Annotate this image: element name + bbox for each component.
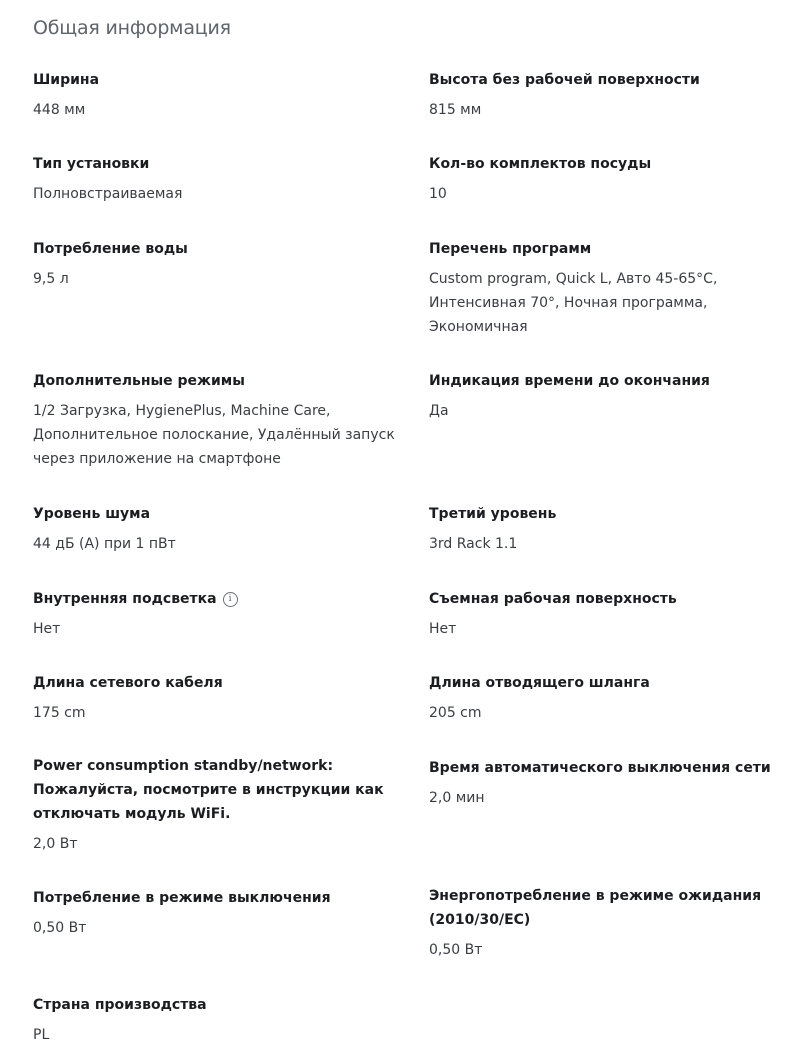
spec-water-consumption <box>33 237 413 291</box>
spec-value: 0,50 Вт <box>33 920 87 936</box>
spec-label: Power consumption standby/network: Пожалуйста, посмотрите в инструкции как отключать модуль WiFi. <box>33 758 384 822</box>
spec-additional-modes <box>33 369 413 471</box>
spec-label: Перечень программ <box>429 241 592 257</box>
spec-value: 205 cm <box>429 705 482 721</box>
spec-label: Ширина <box>33 72 100 88</box>
spec-third-rack <box>429 502 785 556</box>
spec-value: Полновстраиваемая <box>33 186 183 202</box>
spec-height <box>429 68 785 122</box>
spec-width <box>33 68 413 122</box>
spec-label: Страна производства <box>33 997 207 1013</box>
spec-label: Кол-во комплектов посуды <box>429 156 652 172</box>
spec-label: Внутренняя подсветка <box>33 591 217 607</box>
spec-installation-type <box>33 152 413 206</box>
spec-noise-level <box>33 502 413 556</box>
spec-label: Энергопотребление в режиме ожидания (2010/30/EC) <box>429 888 762 928</box>
spec-program-list <box>429 237 785 339</box>
spec-off-mode-consumption <box>33 886 413 940</box>
info-icon[interactable]: i <box>223 592 238 607</box>
spec-place-settings <box>429 152 785 206</box>
spec-value: 2,0 Вт <box>33 836 78 852</box>
spec-value: 10 <box>429 186 447 202</box>
spec-value: 2,0 мин <box>429 790 485 806</box>
spec-value: 0,50 Вт <box>429 942 483 958</box>
spec-standby-network-power <box>33 754 413 856</box>
spec-value: 3rd Rack 1.1 <box>429 536 518 552</box>
spec-value: Нет <box>33 621 61 637</box>
spec-value: 448 мм <box>33 102 86 118</box>
spec-power-cable-length <box>33 671 413 725</box>
spec-interior-light <box>33 587 413 641</box>
spec-value: Да <box>429 403 449 419</box>
spec-value: Custom program, Quick L, Авто 45-65°C, Интенсивная 70°, Ночная программа, Экономичная <box>429 271 718 335</box>
spec-value: 175 cm <box>33 705 86 721</box>
spec-value: 9,5 л <box>33 271 69 287</box>
spec-label: Длина отводящего шланга <box>429 675 650 691</box>
spec-label-row <box>33 587 413 611</box>
spec-value: 1/2 Загрузка, HygienePlus, Machine Care, Дополнительное полоскание, Удалённый запуск через приложение на смартфоне <box>33 403 395 467</box>
spec-auto-network-off-time <box>429 756 785 810</box>
spec-value: 815 мм <box>429 102 482 118</box>
spec-label: Съемная рабочая поверхность <box>429 591 677 607</box>
section-title: Общая информация <box>33 17 231 39</box>
spec-value: 44 дБ (A) при 1 пВт <box>33 536 176 552</box>
spec-value: Нет <box>429 621 457 637</box>
spec-label: Тип установки <box>33 156 150 172</box>
spec-label: Третий уровень <box>429 506 557 522</box>
spec-label: Время автоматического выключения сети <box>429 760 771 776</box>
spec-label: Потребление воды <box>33 241 188 257</box>
spec-removable-worktop <box>429 587 785 641</box>
spec-remaining-time-indicator <box>429 369 785 423</box>
spec-drain-hose-length <box>429 671 785 725</box>
spec-label: Дополнительные режимы <box>33 373 245 389</box>
spec-label: Потребление в режиме выключения <box>33 890 331 906</box>
spec-value: PL <box>33 1027 50 1043</box>
spec-country-of-origin <box>33 993 413 1047</box>
spec-label: Длина сетевого кабеля <box>33 675 223 691</box>
spec-label: Высота без рабочей поверхности <box>429 72 700 88</box>
spec-standby-consumption <box>429 884 785 962</box>
spec-label: Индикация времени до окончания <box>429 373 710 389</box>
spec-label: Уровень шума <box>33 506 151 522</box>
